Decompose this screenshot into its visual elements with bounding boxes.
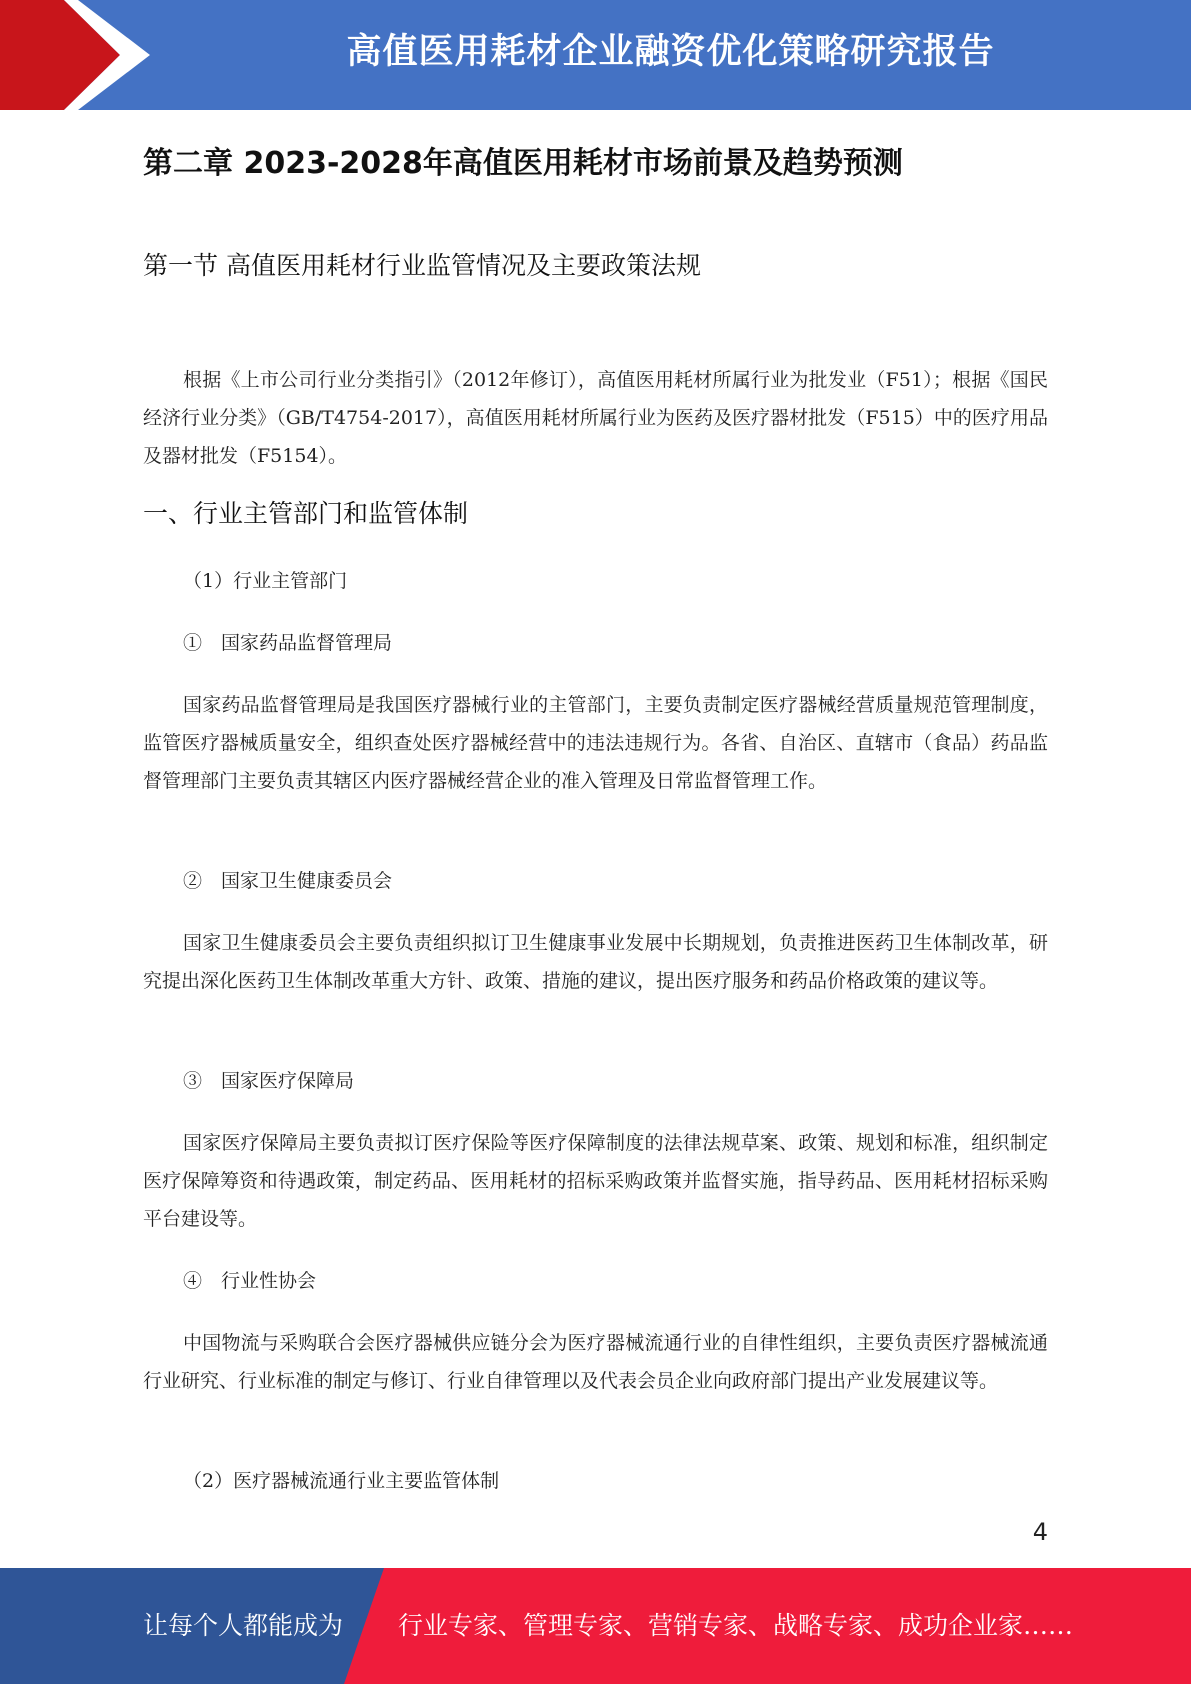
chapter-title: 第二章 2023-2028年高值医用耗材市场前景及趋势预测	[143, 146, 903, 181]
page-footer	[0, 1568, 1191, 1684]
section-title: 第一节 高值医用耗材行业监管情况及主要政策法规	[143, 251, 701, 280]
item-label-nmpa: ① 国家药品监督管理局	[183, 632, 393, 654]
page-header	[0, 0, 1191, 110]
item-text-nhsa: 国家医疗保障局主要负责拟订医疗保险等医疗保障制度的法律法规草案、政策、规划和标准，组织制定医疗保障筹资和待遇政策，制定药品、医用耗材的招标采购政策并监督实施，指导药品、医用耗材招标采购平台建设等。	[143, 1132, 1048, 1230]
footer-slogan-right: 行业专家、管理专家、营销专家、战略专家、成功企业家……	[398, 1611, 1074, 1640]
heading-regulators: 一、行业主管部门和监管体制	[143, 499, 469, 528]
subheading-authorities: （1）行业主管部门	[183, 570, 348, 592]
intro-paragraph: 根据《上市公司行业分类指引》（2012年修订），高值医用耗材所属行业为批发业（F51）；根据《国民经济行业分类》（GB/T4754-2017），高值医用耗材所属行业为医药及医疗器材批发（F515）中的医疗用品及器材批发（F5154）。	[143, 369, 1048, 467]
item-label-nhsa: ③ 国家医疗保障局	[183, 1070, 355, 1092]
item-text-association: 中国物流与采购联合会医疗器械供应链分会为医疗器械流通行业的自律性组织，主要负责医疗器械流通行业研究、行业标准的制定与修订、行业自律管理以及代表会员企业向政府部门提出产业发展建议等。	[143, 1332, 1048, 1392]
header-arrow-decoration	[0, 0, 160, 110]
item-label-association: ④ 行业性协会	[183, 1270, 317, 1292]
page-number: 4	[1032, 1518, 1048, 1546]
footer-slogan-left: 让每个人都能成为	[143, 1611, 344, 1640]
item-label-nhc: ② 国家卫生健康委员会	[183, 870, 393, 892]
item-text-nmpa: 国家药品监督管理局是我国医疗器械行业的主管部门，主要负责制定医疗器械经营质量规范管理制度，监管医疗器械质量安全，组织查处医疗器械经营中的违法违规行为。各省、自治区、直辖市（食品）药品监督管理部门主要负责其辖区内医疗器械经营企业的准入管理及日常监督管理工作。	[143, 694, 1048, 792]
item-text-nhc: 国家卫生健康委员会主要负责组织拟订卫生健康事业发展中长期规划，负责推进医药卫生体制改革，研究提出深化医药卫生体制改革重大方针、政策、措施的建议，提出医疗服务和药品价格政策的建议等。	[143, 932, 1048, 992]
subheading-regulatory-system: （2）医疗器械流通行业主要监管体制	[183, 1470, 500, 1492]
report-title: 高值医用耗材企业融资优化策略研究报告	[346, 32, 995, 72]
